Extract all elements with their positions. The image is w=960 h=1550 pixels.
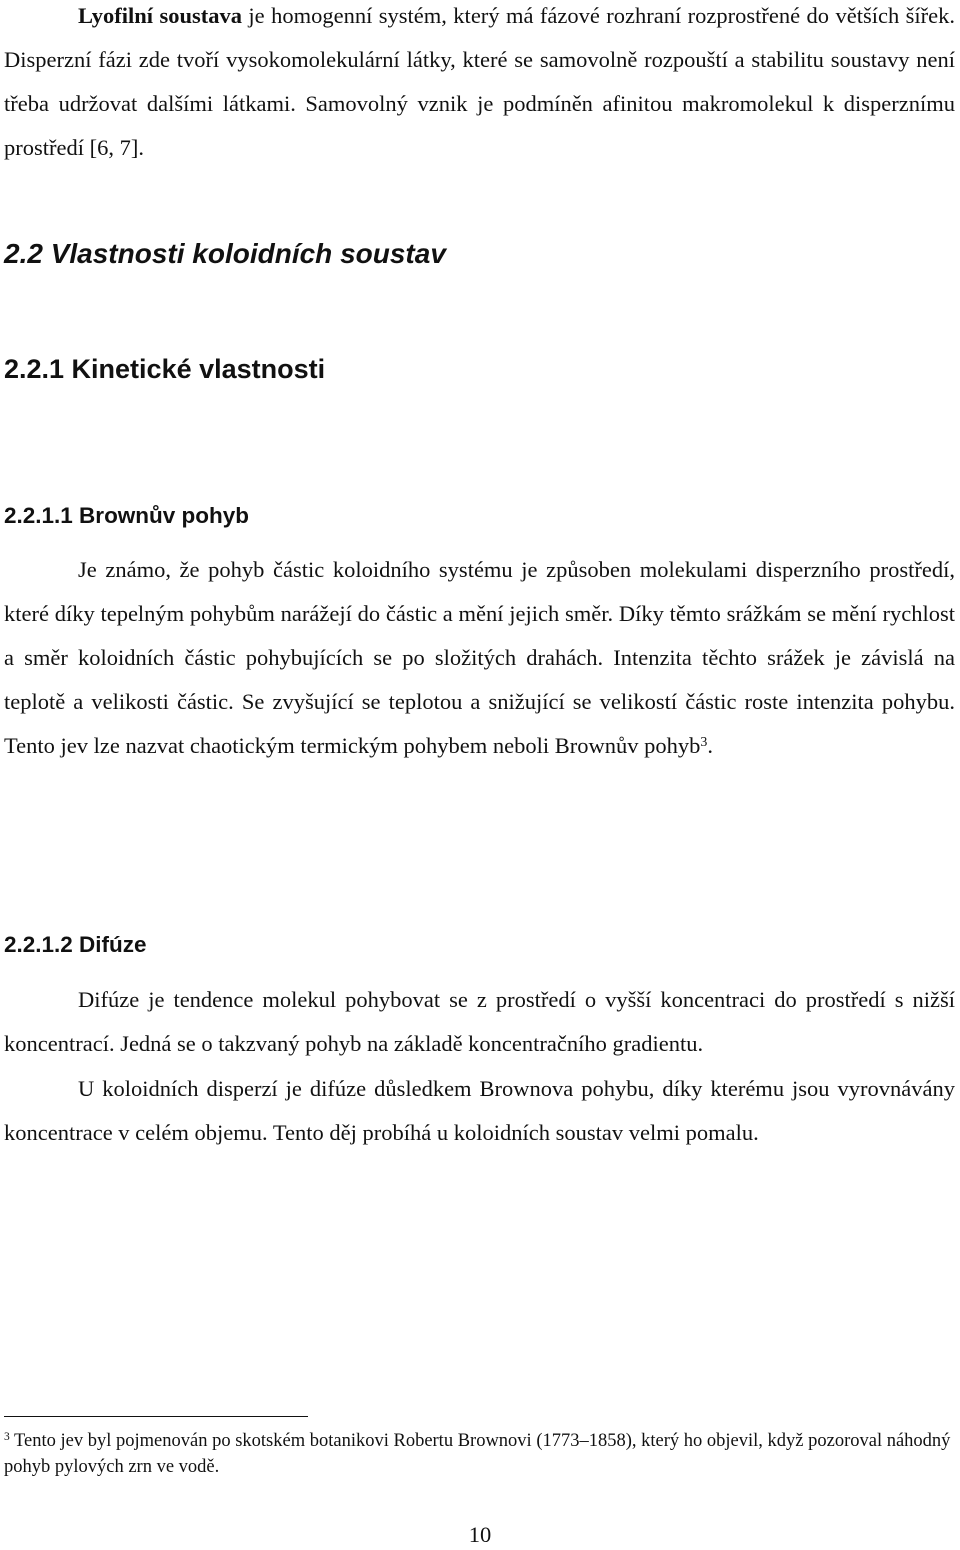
- section-heading: 2.2 Vlastnosti koloidních soustav: [4, 238, 446, 269]
- brownian-paragraph-text: Je známo, že pohyb částic koloidního systému je způsoben molekulami disperzního prostředí, které díky tepelným pohybům narážejí do částic a mění jejich směr. Díky těmto srážkám se mění rychlost a směr koloidních částic pohybujících se po složitých drahách. Intenzita těchto srážek je závislá na teplotě a velikosti částic. Se zvyšující se teplotou a snižující se velikostí částic roste intenzita pohybu. Tento jev lze nazvat chaotickým termickým pohybem neboli Brownův pohyb: [4, 557, 955, 758]
- diffusion-paragraph-1: Difúze je tendence molekul pohybovat se z prostředí o vyšší koncentraci do prostředí s nižší koncentrací. Jedná se o takzvaný pohyb na základě koncentračního gradientu.: [4, 987, 955, 1056]
- footnote-marker: 3: [4, 1431, 10, 1444]
- intro-paragraph: [4, 0, 955, 170]
- footnote-text: Tento jev byl pojmenován po skotském botanikovi Robertu Brownovi (1773–1858), který ho objevil, když pozoroval náhodný pohyb pylových zrn ve vodě.: [4, 1431, 951, 1477]
- lyophilic-term: Lyofilní soustava: [78, 3, 242, 28]
- footnote: [4, 1428, 955, 1480]
- footnote-reference: 3: [700, 735, 708, 751]
- intro-paragraph-text: je homogenní systém, který má fázové rozhraní rozprostřené do větších šířek. Disperzní fázi zde tvoří vysokomolekulární látky, které se samovolně rozpouští a stabilitu soustavy není třeba udržovat dalšími látkami. Samovolný vznik je podmíněn afinitou makromolekul k disperznímu prostředí [6, 7].: [4, 3, 955, 160]
- page-number: 10: [468, 1522, 492, 1547]
- footnote-separator: [4, 1416, 308, 1417]
- brownian-heading: 2.2.1.1 Brownův pohyb: [4, 503, 250, 528]
- diffusion-paragraph-2: U koloidních disperzí je difúze důsledkem Brownova pohybu, díky kterému jsou vyrovnávány koncentrace v celém objemu. Tento děj probíhá u koloidních soustav velmi pomalu.: [4, 1076, 955, 1145]
- diffusion-heading: 2.2.1.2 Difúze: [4, 932, 147, 957]
- subsection-heading: 2.2.1 Kinetické vlastnosti: [4, 354, 326, 384]
- brownian-paragraph-end: .: [707, 733, 713, 758]
- brownian-paragraph: [4, 548, 955, 768]
